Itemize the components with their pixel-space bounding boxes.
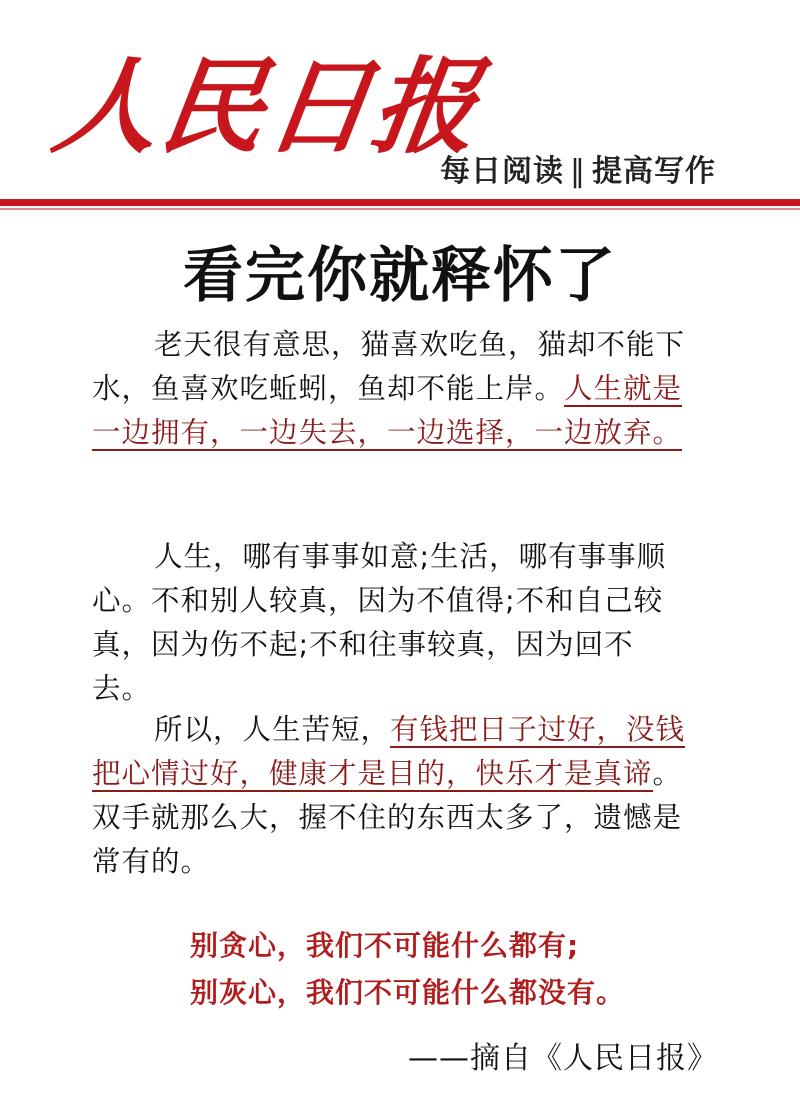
slogan-left: 每日阅读 <box>440 154 564 189</box>
paragraph-text: 老天很有意思，猫喜欢吃鱼，猫却不能下水，鱼喜欢吃蚯蚓，鱼却不能上岸。 <box>92 328 686 405</box>
slogan <box>440 146 716 190</box>
paragraph-text: 人生，哪有事事如意;生活，哪有事事顺心。不和别人较真，因为不值得;不和自己较真，因为伤不起;不和往事较真，因为回不去。 <box>92 540 667 705</box>
closing-line-2: 别灰心，我们不可能什么都没有。 <box>190 976 626 1009</box>
source-attribution: ——摘自《人民日报》 <box>408 1041 718 1076</box>
newspaper-logo: 人民日报 <box>46 45 488 168</box>
paragraph-3 <box>92 708 692 884</box>
paragraph-text: 所以，人生苦短， <box>154 713 391 746</box>
paragraph-2 <box>92 535 692 711</box>
masthead-rule <box>0 199 800 206</box>
paragraph-highlight: 人生就是一边拥有，一边失去，一边选择，一边放弃。 <box>92 372 683 449</box>
slogan-right: 提高写作 <box>592 154 716 189</box>
masthead <box>0 0 800 215</box>
slogan-separator: ‖ <box>570 154 586 189</box>
closing-quote <box>190 922 750 1016</box>
masthead-rule-thin <box>0 208 800 210</box>
paragraph-text-after: 。双手就那么大，握不住的东西太多了，遗憾是常有的。 <box>92 757 683 878</box>
article-headline: 看完你就释怀了 <box>183 241 617 311</box>
paragraph-highlight: 有钱把日子过好，没钱把心情过好，健康才是目的，快乐才是真谛 <box>92 713 686 790</box>
closing-line-1: 别贪心，我们不可能什么都有; <box>190 929 580 962</box>
paragraph-1 <box>92 323 692 455</box>
